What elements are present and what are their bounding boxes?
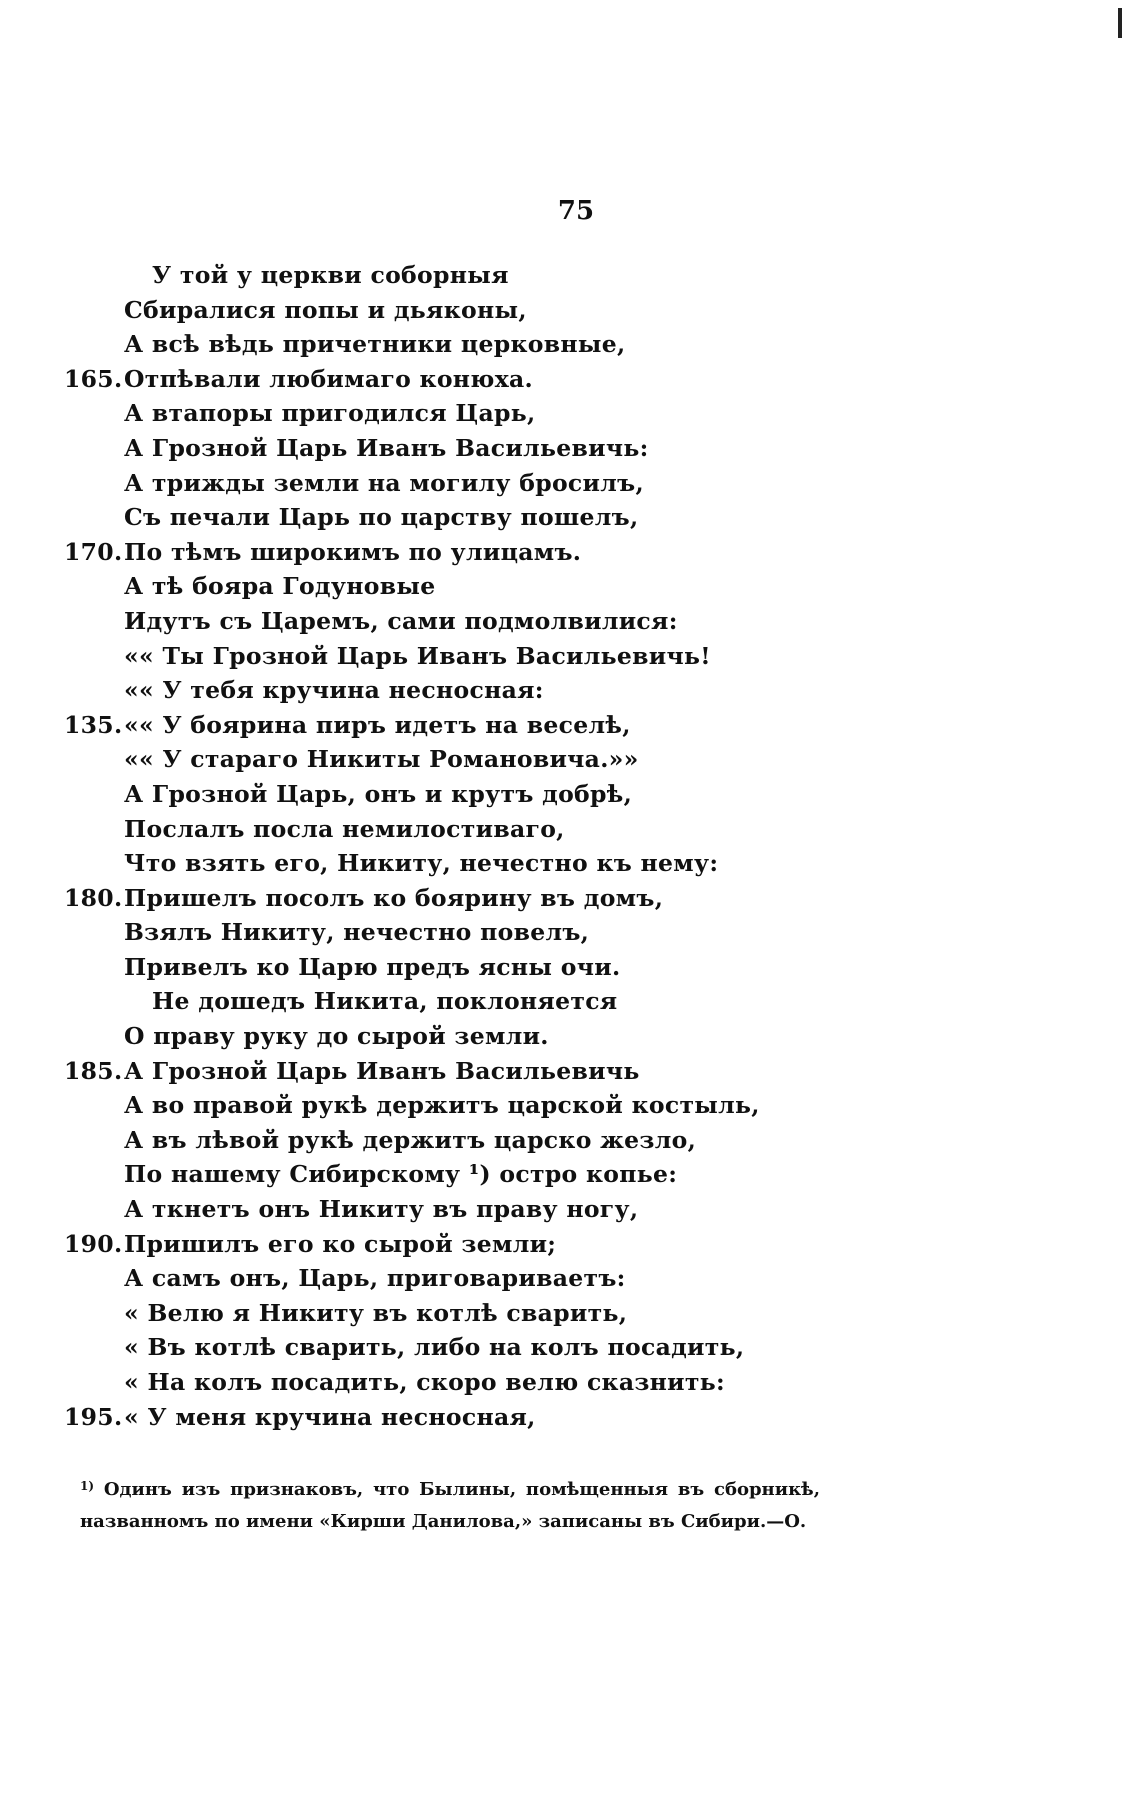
- verse-line: [0, 950, 1140, 985]
- verse-line: [0, 1261, 1140, 1296]
- verse-line: [0, 777, 1140, 812]
- verse-line: [0, 1054, 1140, 1089]
- line-text: Взялъ Никиту, нечестно повелъ,: [124, 918, 590, 947]
- line-text: Не дошедъ Никита, поклоняется: [152, 987, 618, 1016]
- line-text: А Грозной Царь, онъ и крутъ добрѣ,: [124, 779, 633, 808]
- verse-line: [0, 1400, 1140, 1435]
- verse-line: [0, 812, 1140, 847]
- line-text: Сбиралися попы и дьяконы,: [124, 295, 527, 324]
- verse-line: [0, 396, 1140, 431]
- line-text: А во правой рукѣ держитъ царской костыль,: [124, 1091, 760, 1120]
- verse-line: [0, 293, 1140, 328]
- line-text: Привелъ ко Царю предъ ясны очи.: [124, 952, 621, 981]
- line-text: «« У боярина пиръ идетъ на веселѣ,: [124, 710, 631, 739]
- verse-line: [0, 1088, 1140, 1123]
- line-number: 180.: [64, 883, 123, 912]
- verse-line: [0, 1123, 1140, 1158]
- verse-line: [0, 1365, 1140, 1400]
- line-text: О праву руку до сырой земли.: [124, 1022, 549, 1051]
- verse-line: [0, 431, 1140, 466]
- line-text: По тѣмъ широкимъ по улицамъ.: [124, 537, 582, 566]
- line-number: 185.: [64, 1056, 123, 1085]
- line-text: Пришилъ его ко сырой земли;: [124, 1229, 557, 1258]
- line-number: 170.: [64, 537, 123, 566]
- line-text: А въ лѣвой рукѣ держитъ царско жезло,: [124, 1125, 697, 1154]
- line-text: «« У тебя кручина несносная:: [124, 676, 544, 705]
- verse-line: [0, 915, 1140, 950]
- line-text: А втапоры пригодился Царь,: [124, 399, 536, 428]
- line-text: А трижды земли на могилу бросилъ,: [124, 468, 644, 497]
- verse-line: [0, 604, 1140, 639]
- line-text: Пришелъ посолъ ко боярину въ домъ,: [124, 883, 664, 912]
- verse-line: [0, 1157, 1140, 1192]
- line-text: У той у церкви соборныя: [152, 261, 509, 289]
- line-text: Послалъ посла немилостиваго,: [124, 814, 565, 843]
- line-text: По нашему Сибирскому ¹) остро копье:: [124, 1160, 678, 1189]
- line-text: «« У стараго Никиты Романовича.»»: [124, 745, 639, 774]
- line-text: А ткнетъ онъ Никиту въ праву ногу,: [124, 1195, 639, 1224]
- footnote-marker: 1): [80, 1479, 95, 1493]
- footnote: [80, 1470, 820, 1538]
- verse-line: [0, 1227, 1140, 1262]
- verse-line: [0, 327, 1140, 362]
- line-text: « Велю я Никиту въ котлѣ сварить,: [124, 1298, 628, 1327]
- line-text: А Грозной Царь Иванъ Васильевичь: [124, 1056, 640, 1085]
- line-text: Идутъ съ Царемъ, сами подмолвилися:: [124, 606, 678, 635]
- line-text: Съ печали Царь по царству пошелъ,: [124, 503, 639, 532]
- verse-line: [0, 742, 1140, 777]
- scan-edge-mark: [1118, 8, 1122, 38]
- line-text: « У меня кручина несносная,: [124, 1402, 536, 1431]
- verse-line: [0, 1296, 1140, 1331]
- line-number: 135.: [64, 710, 123, 739]
- line-text: Отпѣвали любимаго конюха.: [124, 364, 534, 393]
- verse-line: [0, 466, 1140, 501]
- line-text: А всѣ вѣдь причетники церковные,: [124, 330, 626, 359]
- line-text: «« Ты Грозной Царь Иванъ Васильевичь!: [124, 641, 711, 670]
- line-text: А самъ онъ, Царь, приговариваетъ:: [124, 1264, 626, 1293]
- line-text: « На колъ посадить, скоро велю сказнить:: [124, 1368, 725, 1396]
- verse-line: [0, 1192, 1140, 1227]
- verse-line: [0, 708, 1140, 743]
- verse-line: [0, 881, 1140, 916]
- line-text: « Въ котлѣ сварить, либо на колъ посадить,: [124, 1333, 745, 1362]
- line-text: А Грозной Царь Иванъ Васильевичь:: [124, 433, 649, 462]
- verse-line: [0, 639, 1140, 674]
- verse-line: [0, 500, 1140, 535]
- poem-body: [0, 258, 1140, 1434]
- line-number: 190.: [64, 1229, 123, 1258]
- verse-line: [0, 258, 1140, 293]
- footnote-text: Одинъ изъ признаковъ, что Былины, помѣщенныя въ сборникѣ, названномъ по имени «Кирши Данилова,» записаны въ Сибири.—О.: [80, 1479, 820, 1532]
- line-number: 165.: [64, 364, 123, 393]
- line-number: 195.: [64, 1402, 123, 1431]
- line-text: Что взять его, Никиту, нечестно къ нему:: [124, 849, 719, 878]
- verse-line: [0, 984, 1140, 1019]
- verse-line: [0, 362, 1140, 397]
- verse-line: [0, 535, 1140, 570]
- verse-line: [0, 1019, 1140, 1054]
- verse-line: [0, 673, 1140, 708]
- verse-line: [0, 569, 1140, 604]
- line-text: А тѣ бояра Годуновые: [124, 572, 436, 601]
- verse-line: [0, 1330, 1140, 1365]
- page-number: 75: [557, 196, 595, 226]
- verse-line: [0, 846, 1140, 881]
